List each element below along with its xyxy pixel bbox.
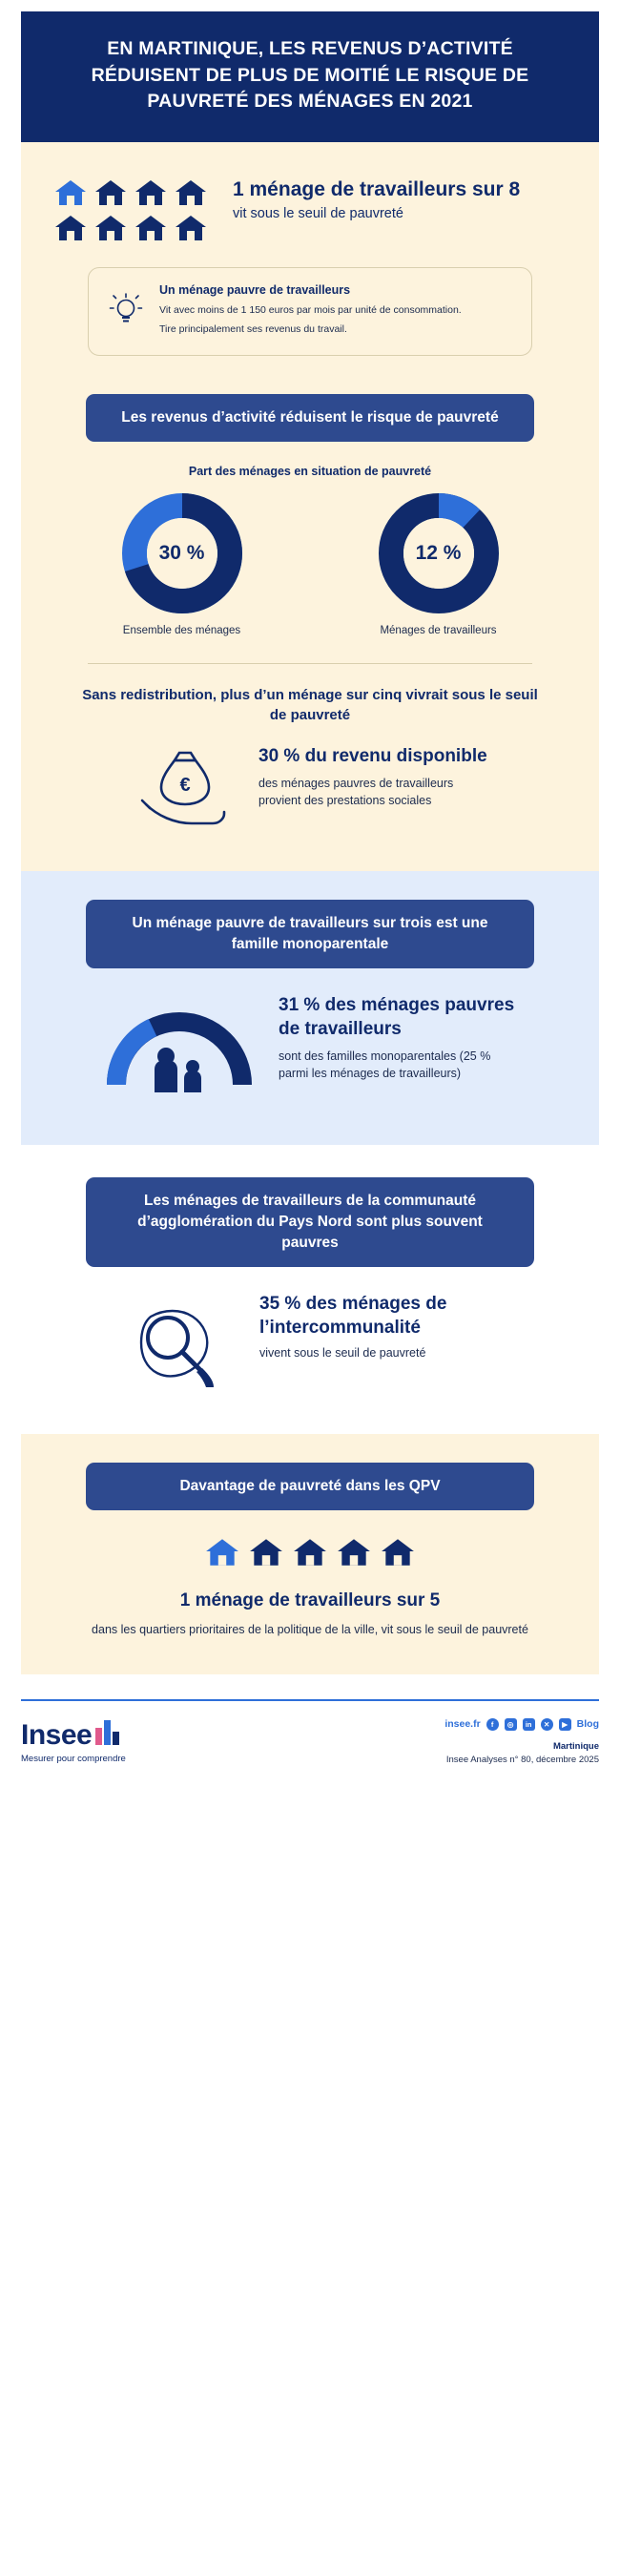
- house-icon: [134, 214, 168, 242]
- logo-bars-icon: [95, 1716, 120, 1750]
- definition-card: [88, 267, 532, 355]
- donut-label: Ménages de travailleurs: [380, 624, 497, 636]
- section-activity-income: [21, 388, 599, 872]
- money-bag-icon: [133, 745, 238, 841]
- section-qpv-title: Davantage de pauvreté dans les QPV: [86, 1463, 534, 1510]
- donut-value: 12 %: [415, 541, 462, 564]
- households-stat-value: 1 ménage de travailleurs sur 8: [233, 178, 521, 201]
- house-icon: [380, 1537, 416, 1568]
- logo-wordmark: Insee: [21, 1719, 93, 1752]
- svg-text:€: €: [179, 775, 191, 796]
- houses-grid: [53, 175, 208, 242]
- insee-logo: [21, 1716, 126, 1764]
- section-intercommunality-title: Les ménages de travailleurs de la communauté d’agglomération du Pays Nord sont plus souvent pauvres: [86, 1177, 534, 1267]
- logo-tagline: Mesurer pour comprendre: [21, 1753, 126, 1764]
- blog-link[interactable]: Blog: [576, 1718, 599, 1731]
- definition-title: Un ménage pauvre de travailleurs: [159, 283, 351, 298]
- linkedin-icon[interactable]: in: [523, 1718, 535, 1731]
- footer-social-links: [444, 1718, 599, 1731]
- house-icon: [204, 1537, 240, 1568]
- section-households: [21, 142, 599, 387]
- qpv-value: 1 ménage de travailleurs sur 5: [179, 1590, 441, 1610]
- footer: [21, 1699, 599, 1768]
- insee-site-link[interactable]: insee.fr: [444, 1718, 481, 1731]
- donut-chart: [120, 491, 244, 615]
- header-banner: [21, 11, 599, 142]
- footer-info: [444, 1716, 599, 1768]
- section-intercommunality: [21, 1145, 599, 1434]
- donut-worker-households: [329, 491, 548, 636]
- footer-publication: Insee Analyses n° 80, décembre 2025: [445, 1755, 599, 1766]
- house-icon: [93, 214, 128, 242]
- redistribution-caption: des ménages pauvres de travailleurs provient des prestations sociales: [258, 776, 454, 807]
- intercommunality-caption: vivent sous le seuil de pauvreté: [259, 1346, 426, 1361]
- map-magnifier-icon: [122, 1292, 237, 1402]
- redistribution-value: 30 % du revenu disponible: [258, 746, 487, 766]
- households-stat: [233, 175, 520, 224]
- redistribution-title: Sans redistribution, plus d’un ménage sur cinq vivrait sous le seuil de pauvreté: [82, 686, 538, 724]
- donut-all-households: [72, 491, 292, 636]
- qpv-houses-grid: [53, 1537, 567, 1568]
- page-title: EN MARTINIQUE, LES REVENUS D’ACTIVITÉ RÉDUISENT DE PLUS DE MOITIÉ LE RISQUE DE PAUVRETÉ DES MÉNAGES EN 2021: [91, 38, 529, 113]
- section-qpv: [21, 1434, 599, 1674]
- single-parent-caption: sont des familles monoparentales (25 % parmi les ménages de travailleurs): [279, 1049, 491, 1081]
- definition-line-2: Tire principalement ses revenus du travail.: [159, 323, 347, 336]
- single-parent-value: 31 % des ménages pauvres de travailleurs: [279, 995, 515, 1040]
- donut-chart: [377, 491, 501, 615]
- house-icon: [174, 178, 208, 207]
- x-icon[interactable]: ✕: [541, 1718, 553, 1731]
- section-single-parent: [21, 871, 599, 1145]
- qpv-caption: dans les quartiers prioritaires de la politique de la ville, vit sous le seuil de pauvreté: [92, 1622, 528, 1636]
- house-icon: [292, 1537, 328, 1568]
- house-icon: [53, 178, 88, 207]
- houses-illustration: [53, 175, 567, 242]
- poverty-chart-caption: Part des ménages en situation de pauvreté: [188, 464, 432, 478]
- footer-meta: [444, 1740, 599, 1768]
- house-icon: [53, 214, 88, 242]
- gauge-family-icon: [103, 993, 256, 1112]
- definition-line-1: Vit avec moins de 1 150 euros par mois par unité de consommation.: [159, 304, 462, 317]
- facebook-icon[interactable]: f: [486, 1718, 499, 1731]
- redistribution-stat: [53, 745, 567, 841]
- poverty-donut-charts: [53, 491, 567, 636]
- house-icon: [336, 1537, 372, 1568]
- single-parent-stat: [53, 993, 567, 1112]
- house-icon: [248, 1537, 284, 1568]
- intercommunality-stat: [53, 1292, 567, 1402]
- youtube-icon[interactable]: ▶: [559, 1718, 571, 1731]
- house-icon: [134, 178, 168, 207]
- lightbulb-icon: [106, 283, 146, 336]
- instagram-icon[interactable]: ◎: [505, 1718, 517, 1731]
- house-icon: [93, 178, 128, 207]
- donut-label: Ensemble des ménages: [122, 624, 241, 636]
- donut-value: 30 %: [158, 541, 205, 564]
- footer-region: Martinique: [552, 1740, 599, 1752]
- households-stat-caption: vit sous le seuil de pauvreté: [233, 206, 403, 222]
- intercommunality-value: 35 % des ménages de l’intercommunalité: [259, 1294, 447, 1339]
- section-activity-income-title: Les revenus d’activité réduisent le risque de pauvreté: [86, 394, 534, 442]
- house-icon: [174, 214, 208, 242]
- section-divider: [88, 663, 532, 664]
- section-single-parent-title: Un ménage pauvre de travailleurs sur trois est une famille monoparentale: [86, 900, 534, 968]
